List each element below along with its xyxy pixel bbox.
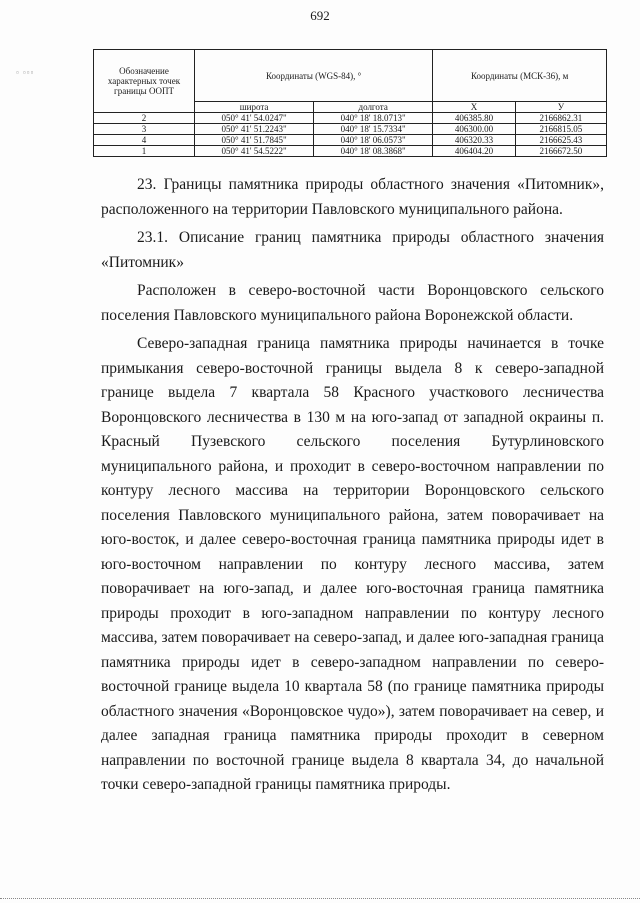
cell-longitude: 040° 18' 18.0713" bbox=[314, 113, 433, 124]
subsection-heading: 23.1. Описание границ памятника природы областного значения «Питомник» bbox=[101, 229, 604, 271]
document-body bbox=[101, 173, 604, 798]
cell-y: 2166672.50 bbox=[515, 146, 606, 157]
cell-point: 4 bbox=[94, 135, 195, 146]
page-bottom-edge bbox=[0, 898, 640, 899]
table-row bbox=[94, 124, 607, 135]
cell-latitude: 050° 41' 54.0247" bbox=[195, 113, 314, 124]
cell-latitude: 050° 41' 51.7845" bbox=[195, 135, 314, 146]
cell-point: 2 bbox=[94, 113, 195, 124]
cell-x: 406404.20 bbox=[433, 146, 516, 157]
table-header-row bbox=[94, 50, 607, 102]
table-row bbox=[94, 135, 607, 146]
cell-x: 406385.80 bbox=[433, 113, 516, 124]
header-msk36: Координаты (МСК-36), м bbox=[433, 50, 607, 102]
cell-x: 406320.33 bbox=[433, 135, 516, 146]
cell-y: 2166625.43 bbox=[515, 135, 606, 146]
subheader-x: X bbox=[433, 102, 516, 113]
cell-x: 406300.00 bbox=[433, 124, 516, 135]
subheader-longitude: долгота bbox=[314, 102, 433, 113]
section-heading: 23. Границы памятника природы областного значения «Питомник», расположенного на территории Павловского муниципального района. bbox=[101, 176, 604, 218]
cell-y: 2166862.31 bbox=[515, 113, 606, 124]
location-paragraph: Расположен в северо-восточной части Воронцовского сельского поселения Павловского муниципального района Воронежской области. bbox=[101, 282, 604, 324]
boundary-description-paragraph: Северо-западная граница памятника природы начинается в точке примыкания северо-восточной границы выдела 8 к северо-западной границе выдела 7 квартала 58 Красного участкового лесничества Воронцовского лесничества в 130 м на юго-запад от западной окраины п. Красный Пузевского сельского поселения Бутурлиновского муниципального района, и проходит в северо-восточном направлении по контуру лесного массива на территории Воронцовского сельского поселения Павловского муниципального района, затем поворачивает на юго-восток, и далее северо-восточная граница памятника природы идет в юго-восточном направлении по контуру лесного массива, затем поворачивает на юго-запад, и далее юго-восточная граница памятника природы проходит в юго-западном направлении по контуру лесного массива, затем поворачивает на северо-запад, и далее юго-западная граница памятника природы идет в северо-западном направлении по северо-восточной границе выдела 10 квартала 58 (по границе памятника природы областного значения «Воронцовское чудо»), затем поворачивает на север, и далее западная граница памятника природы проходит в северном направлении по восточной границе выдела 8 квартала 34, до начальной точки северо-западной границы памятника природы. bbox=[101, 335, 604, 793]
table-row bbox=[94, 113, 607, 124]
subheader-y: У bbox=[515, 102, 606, 113]
page-number: 692 bbox=[310, 8, 330, 23]
cell-latitude: 050° 41' 54.5222" bbox=[195, 146, 314, 157]
cell-longitude: 040° 18' 06.0573" bbox=[314, 135, 433, 146]
margin-stamp-mark: ▫ ▫▫▫ bbox=[16, 68, 35, 77]
cell-longitude: 040° 18' 15.7334" bbox=[314, 124, 433, 135]
header-points: Обозначение характерных точек границы ООПТ bbox=[94, 50, 195, 113]
cell-longitude: 040° 18' 08.3868" bbox=[314, 146, 433, 157]
cell-point: 1 bbox=[94, 146, 195, 157]
table-row bbox=[94, 146, 607, 157]
cell-point: 3 bbox=[94, 124, 195, 135]
header-wgs84: Координаты (WGS-84), ° bbox=[195, 50, 433, 102]
subheader-latitude: широта bbox=[195, 102, 314, 113]
coordinates-table bbox=[93, 49, 607, 157]
cell-latitude: 050° 41' 51.2243" bbox=[195, 124, 314, 135]
cell-y: 2166815.05 bbox=[515, 124, 606, 135]
